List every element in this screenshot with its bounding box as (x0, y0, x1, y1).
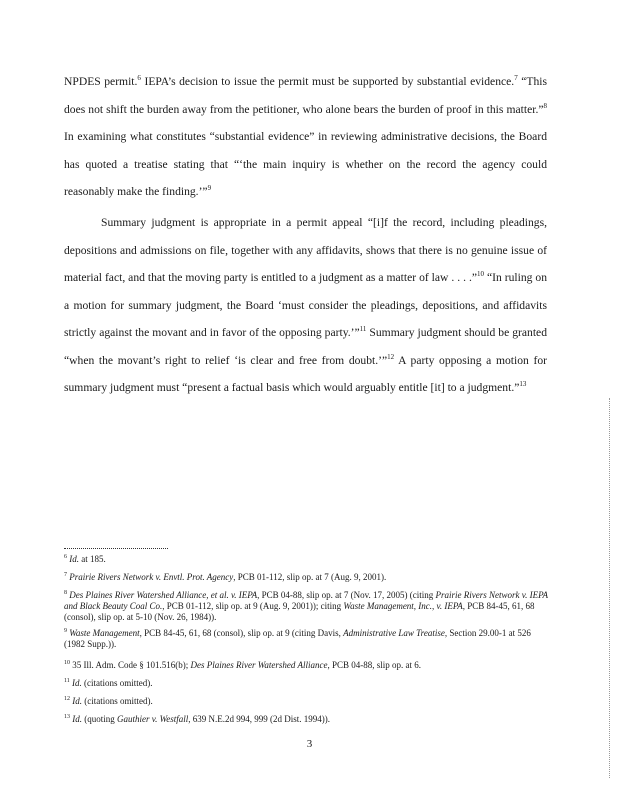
footnote-number: 9 (64, 628, 67, 634)
footnote-number: 12 (64, 696, 70, 702)
footnote-13 (64, 714, 552, 725)
text-run: NPDES permit. (64, 75, 138, 88)
text-run: A party opposing a motion for summary judgment must “present a factual basis which would arguably entitle [it] to a judgment.” (64, 353, 547, 394)
footnote-citation: Id. (69, 554, 79, 564)
footnote-9 (64, 628, 552, 650)
footnote-number: 13 (64, 714, 70, 720)
footnote-ref[interactable]: 12 (387, 352, 395, 361)
footnote-number: 10 (64, 660, 70, 666)
footnote-citation: Waste Management (69, 628, 140, 638)
footnote-citation: Des Plaines River Watershed Alliance (190, 660, 328, 670)
footnote-text: , PCB 84-45, 61, 68 (consol), slip op. at 9 (citing Davis, (139, 628, 344, 638)
footnote-text: , 639 N.E.2d 994, 999 (2d Dist. 1994)). (188, 714, 330, 724)
footnote-citation: Des Plaines River Watershed Alliance, et al. v. IEPA (69, 590, 258, 600)
footnote-ref[interactable]: 8 (543, 101, 547, 110)
footnote-text: , PCB 04-88, slip op. at 6. (327, 660, 421, 670)
footnote-text: , PCB 84-45, 61, 68 (consol), slip op. at 5-10 (Nov. 26, 1984)). (64, 601, 535, 622)
text-run: Summary judgment should be granted “when the movant’s right to relief ‘is clear and free from doubt.’” (64, 326, 548, 367)
footnote-ref[interactable]: 9 (207, 184, 212, 193)
footnote-citation: Id. (72, 714, 82, 724)
footnote-6 (64, 554, 552, 565)
text-run: IEPA’s decision to issue the permit must be supported by substantial evidence. (140, 75, 515, 88)
text-run: Summary judgment is appropriate in a permit appeal “[i]f the record, including pleadings, depositions and admissions on file, together with any affidavits, shows that there is no genuine issue of material fact, and that the moving party is entitled to a judgment as a matter of law . . . .” (64, 216, 547, 284)
page-number: 3 (306, 738, 313, 750)
footnote-ref[interactable]: 6 (137, 74, 141, 83)
text-run: In examining what constitutes “substantial evidence” in reviewing administrative decisions, the Board has quoted a treatise stating that “‘the main inquiry is whether on the record the agency could reasonably make the finding.’” (64, 130, 547, 198)
footnote-text: at 185. (79, 554, 106, 564)
footnote-number: 6 (64, 554, 67, 560)
footnote-ref[interactable]: 13 (519, 380, 527, 389)
footnote-number: 8 (64, 590, 67, 596)
footnote-12 (64, 696, 552, 707)
footnote-text: , PCB 01-112, slip op. at 9 (Aug. 9, 2001)); citing (162, 601, 344, 611)
text-run: “This does not shift the burden away from the petitioner, who alone bears the burden of proof in this matter.” (64, 75, 547, 116)
footnote-text: , PCB 01-112, slip op. at 7 (Aug. 9, 2001). (233, 572, 387, 582)
body-paragraph-2 (64, 209, 547, 402)
text-run: “In ruling on a motion for summary judgment, the Board ‘must consider the pleadings, depositions, and affidavits strictly against the movant and in favor of the opposing party.’” (64, 271, 547, 339)
footnote-text: (quoting (82, 714, 117, 724)
footnote-10 (64, 660, 552, 671)
footnote-7 (64, 572, 552, 583)
footnote-number: 11 (64, 678, 70, 684)
footnote-citation: Administrative Law Treatise (343, 628, 445, 638)
footnote-number: 7 (64, 572, 67, 578)
footnote-citation: Gauthier v. Westfall (117, 714, 189, 724)
footnote-8 (64, 590, 552, 623)
footnote-citation: Id. (72, 696, 82, 706)
footnote-ref[interactable]: 7 (514, 74, 518, 83)
footnote-text: , Section 29.00-1 at 526 (1982 Supp.)). (64, 628, 531, 649)
body-paragraph-1 (64, 68, 547, 206)
footnote-ref[interactable]: 10 (477, 270, 485, 279)
footnote-11 (64, 678, 552, 689)
footnote-citation: Prairie Rivers Network v. Envtl. Prot. Agency (69, 572, 234, 582)
footnote-text: (citations omitted). (82, 696, 153, 706)
footnote-text: 35 Ill. Adm. Code § 101.516(b); (72, 660, 191, 670)
footnote-ref[interactable]: 11 (359, 325, 367, 334)
footnote-text: , PCB 04-88, slip op. at 7 (Nov. 17, 2005) (citing (257, 590, 436, 600)
footnote-citation: Prairie Rivers Network v. IEPA and Black Beauty Coal Co. (64, 590, 548, 611)
footnote-text: (citations omitted). (81, 678, 153, 688)
scan-edge-mark (609, 398, 611, 778)
footnote-citation: Id. (72, 678, 82, 688)
footnote-citation: Waste Management, Inc., v. IEPA (343, 601, 463, 611)
footnote-separator (64, 548, 168, 549)
